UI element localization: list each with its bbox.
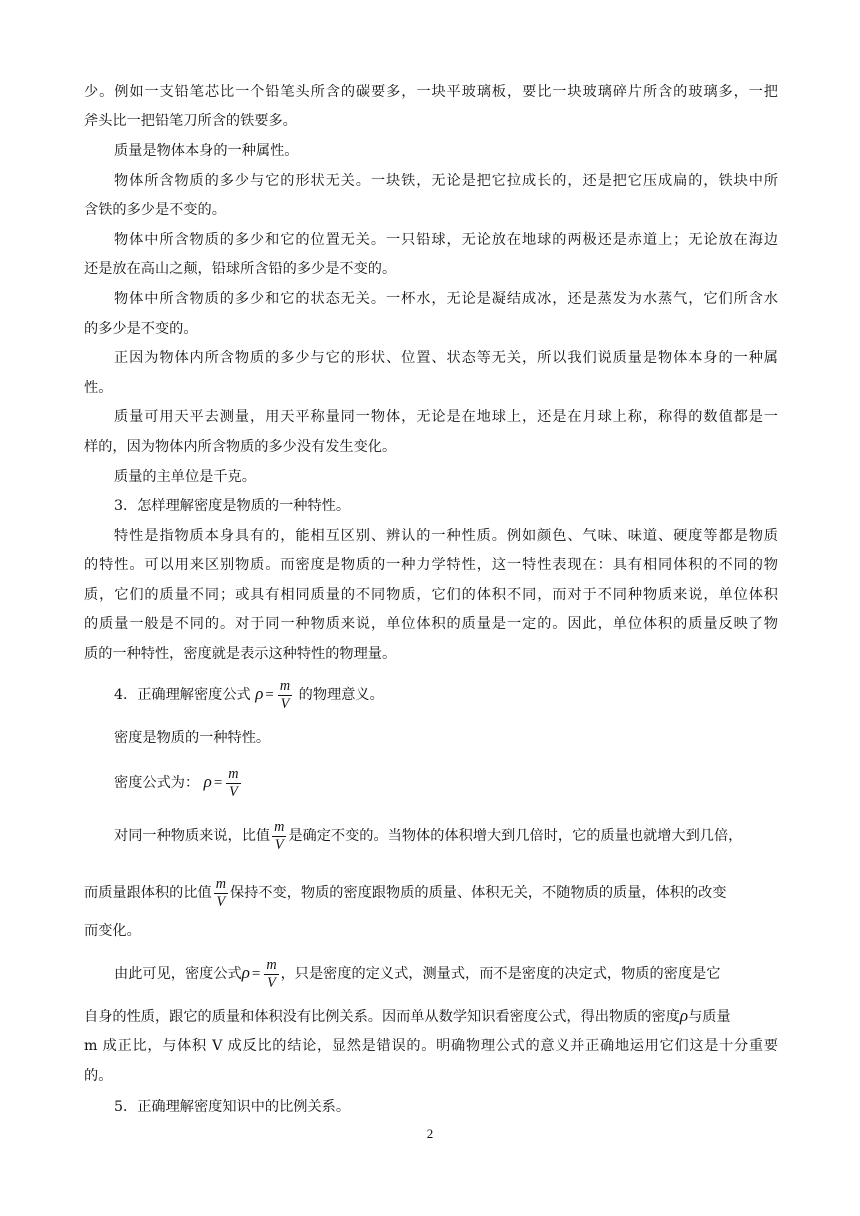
heading-text: 的物理意义。 [298, 687, 384, 703]
text-segment: 由此可见，密度公式 [114, 966, 242, 982]
fraction-denominator: V [229, 783, 238, 800]
text-line [114, 955, 720, 992]
rho-symbol: ρ [241, 963, 250, 982]
text-line: 的多少是不变的。 [84, 321, 198, 337]
text-line [84, 1006, 731, 1027]
text-segment: 而质量跟体积的比值 [84, 885, 212, 901]
text-line: 密度是物质的一种特性。 [114, 730, 271, 746]
text-segment: 保持不变，物质的密度跟物质的质量、体积无关，不随物质的质量，体积的改变 [229, 885, 727, 901]
section-heading: 5．正确理解密度知识中的比例关系。 [114, 1099, 351, 1115]
fraction-numerator: m [215, 875, 226, 892]
text-line: 而变化。 [84, 923, 141, 939]
text-line: m 成正比，与体积 V 成反比的结论，显然是错误的。明确物理公式的意义并正确地运用它们这是十分重要 [84, 1038, 778, 1054]
page-number: 2 [426, 1126, 434, 1141]
density-fraction [264, 957, 278, 992]
equals-sign: = [265, 687, 274, 703]
text-line: 性。 [84, 380, 113, 396]
text-segment: 与质量 [688, 1009, 731, 1025]
ratio-fraction [214, 876, 228, 911]
text-line: 样的，因为物体内所含物质的多少没有发生变化。 [84, 439, 397, 455]
rho-symbol: ρ [679, 1006, 689, 1025]
equals-sign: = [213, 775, 223, 791]
formula-line [114, 764, 243, 801]
text-line: 特性是指物质本身具有的，能相互区别、辨认的一种性质。例如颜色、气味、味道、硬度等都是物质 [114, 528, 778, 544]
density-fraction [278, 678, 292, 713]
fraction-denominator: V [280, 695, 290, 712]
rho-symbol: ρ [255, 684, 264, 703]
text-line: 质的一种特性，密度就是表示这种特性的物理量。 [84, 646, 397, 662]
fraction-denominator: V [216, 893, 226, 910]
text-line: 质量的主单位是千克。 [114, 469, 256, 485]
text-line: 物体中所含物质的多少和它的状态无关。一杯水，无论是凝结成冰，还是蒸发为水蒸气，它们所含水 [114, 291, 778, 307]
text-line: 物体中所含物质的多少和它的位置无关。一只铅球，无论放在地球的两极还是赤道上；无论放在海边 [114, 232, 778, 248]
text-line: 还是放在高山之颠，铅球所含铅的多少是不变的。 [84, 261, 397, 277]
heading-text: 4．正确理解密度公式 [114, 687, 251, 703]
text-line: 正因为物体内所含物质的多少与它的形状、位置、状态等无关，所以我们说质量是物体本身的一种属 [114, 350, 778, 366]
section-heading: 3．怎样理解密度是物质的一种特性。 [114, 498, 351, 514]
text-line: 质，它们的质量不同；或具有相同质量的不同物质，它们的体积不同，而对于不同种物质来说，单位体积 [84, 587, 778, 603]
equals-sign: = [251, 966, 261, 982]
text-line [84, 875, 727, 911]
formula-label: 密度公式为： [114, 775, 200, 791]
fraction-denominator: V [267, 974, 276, 991]
text-segment: 是确定不变的。当物体的体积增大到几倍时，它的质量也就增大到几倍， [288, 828, 743, 844]
rho-symbol: ρ [203, 772, 212, 791]
text-segment: ，只是密度的定义式，测量式，而不是密度的决定式，物质的密度是它 [280, 966, 721, 982]
text-line: 物体所含物质的多少与它的形状无关。一块铁，无论是把它拉成长的，还是把它压成扁的，铁块中所 [114, 173, 778, 189]
ratio-fraction [272, 819, 286, 854]
text-line: 少。例如一支铅笔芯比一个铅笔头所含的碳要多，一块平玻璃板，要比一块玻璃碎片所含的玻璃多，一把 [84, 84, 778, 100]
density-fraction [226, 766, 240, 801]
text-segment: 自身的性质，跟它的质量和体积没有比例关系。因而单从数学知识看密度公式，得出物质的密度 [84, 1009, 680, 1025]
fraction-numerator: m [279, 677, 291, 694]
text-line [114, 818, 742, 854]
fraction-numerator: m [266, 956, 277, 973]
text-line: 质量是物体本身的一种属性。 [114, 143, 299, 159]
text-line: 质量可用天平去测量，用天平称量同一物体，无论是在地球上，还是在月球上称，称得的数值都是一 [114, 409, 778, 425]
section-heading [114, 676, 384, 713]
fraction-numerator: m [228, 765, 239, 782]
text-segment: 对同一种物质来说，比值 [114, 828, 271, 844]
text-line: 斧头比一把铅笔刀所含的铁要多。 [84, 113, 297, 129]
text-line: 含铁的多少是不变的。 [84, 202, 226, 218]
text-line: 的特性。可以用来区别物质。而密度是物质的一种力学特性，这一特性表现在：具有相同体积的不同的物 [84, 557, 778, 573]
text-line: 的。 [84, 1068, 113, 1084]
fraction-denominator: V [274, 836, 284, 853]
text-line: 的质量一般是不同的。对于同一种物质来说，单位体积的质量是一定的。因此，单位体积的质量反映了物 [84, 616, 778, 632]
fraction-numerator: m [274, 818, 285, 835]
